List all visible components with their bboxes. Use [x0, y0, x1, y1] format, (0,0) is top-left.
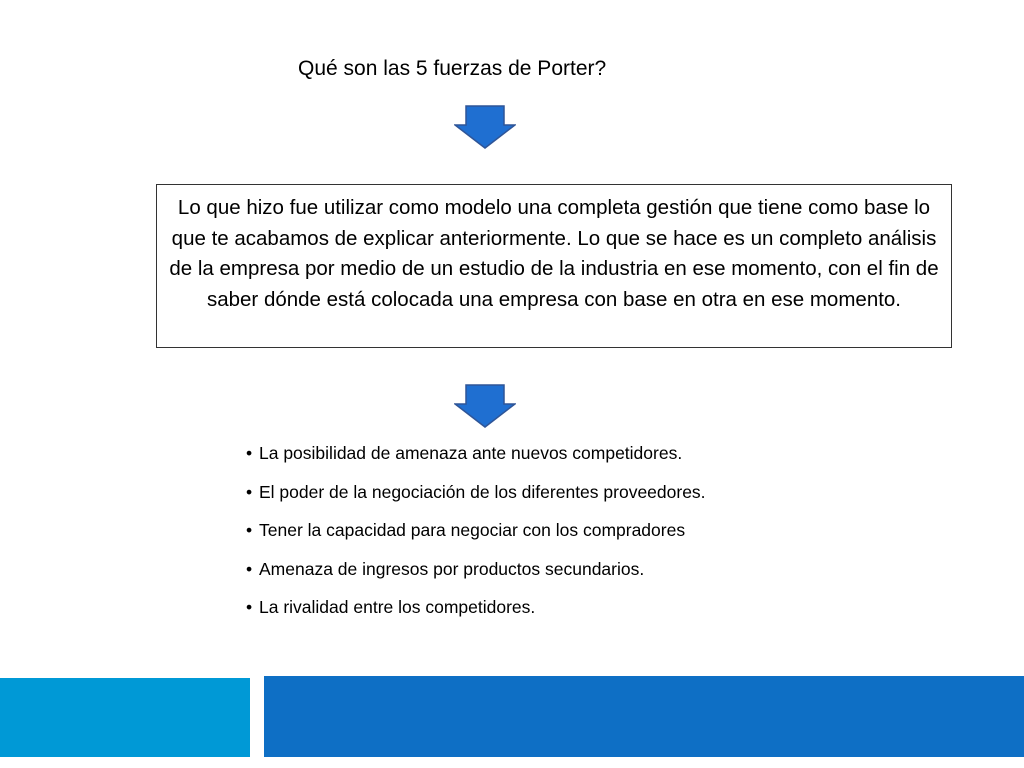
force-text: Tener la capacidad para negociar con los compradores [259, 520, 686, 540]
list-item [246, 479, 706, 518]
bullet-icon: • [246, 597, 253, 617]
down-arrow-icon [454, 105, 516, 149]
description-box [156, 184, 952, 348]
forces-list [246, 440, 706, 633]
bullet-icon: • [246, 443, 253, 463]
force-text: Amenaza de ingresos por productos secundarios. [259, 558, 645, 579]
list-item [246, 594, 706, 633]
bullet-icon: • [246, 481, 253, 502]
force-text: La posibilidad de amenaza ante nuevos competidores. [259, 443, 683, 463]
list-item [246, 440, 706, 479]
list-item [246, 556, 706, 595]
force-text: El poder de la negociación de los diferentes proveedores. [259, 481, 706, 502]
bullet-icon: • [246, 558, 253, 579]
footer-bar-right [264, 676, 1024, 757]
force-text: La rivalidad entre los competidores. [259, 597, 536, 617]
footer-bar-left [0, 678, 250, 757]
list-item [246, 517, 706, 556]
description-text: Lo que hizo fue utilizar como modelo una completa gestión que tiene como base lo que te acabamos de explicar anteriormente. Lo que se hace es un completo análisis de la empresa por medio de un estudio de la industria en ese momento, con el fin de saber dónde está colocada una empresa con base en otra en ese momento. [169, 196, 939, 311]
bullet-icon: • [246, 520, 253, 540]
slide-title: Qué son las 5 fuerzas de Porter? [298, 57, 607, 80]
down-arrow-icon [454, 384, 516, 428]
